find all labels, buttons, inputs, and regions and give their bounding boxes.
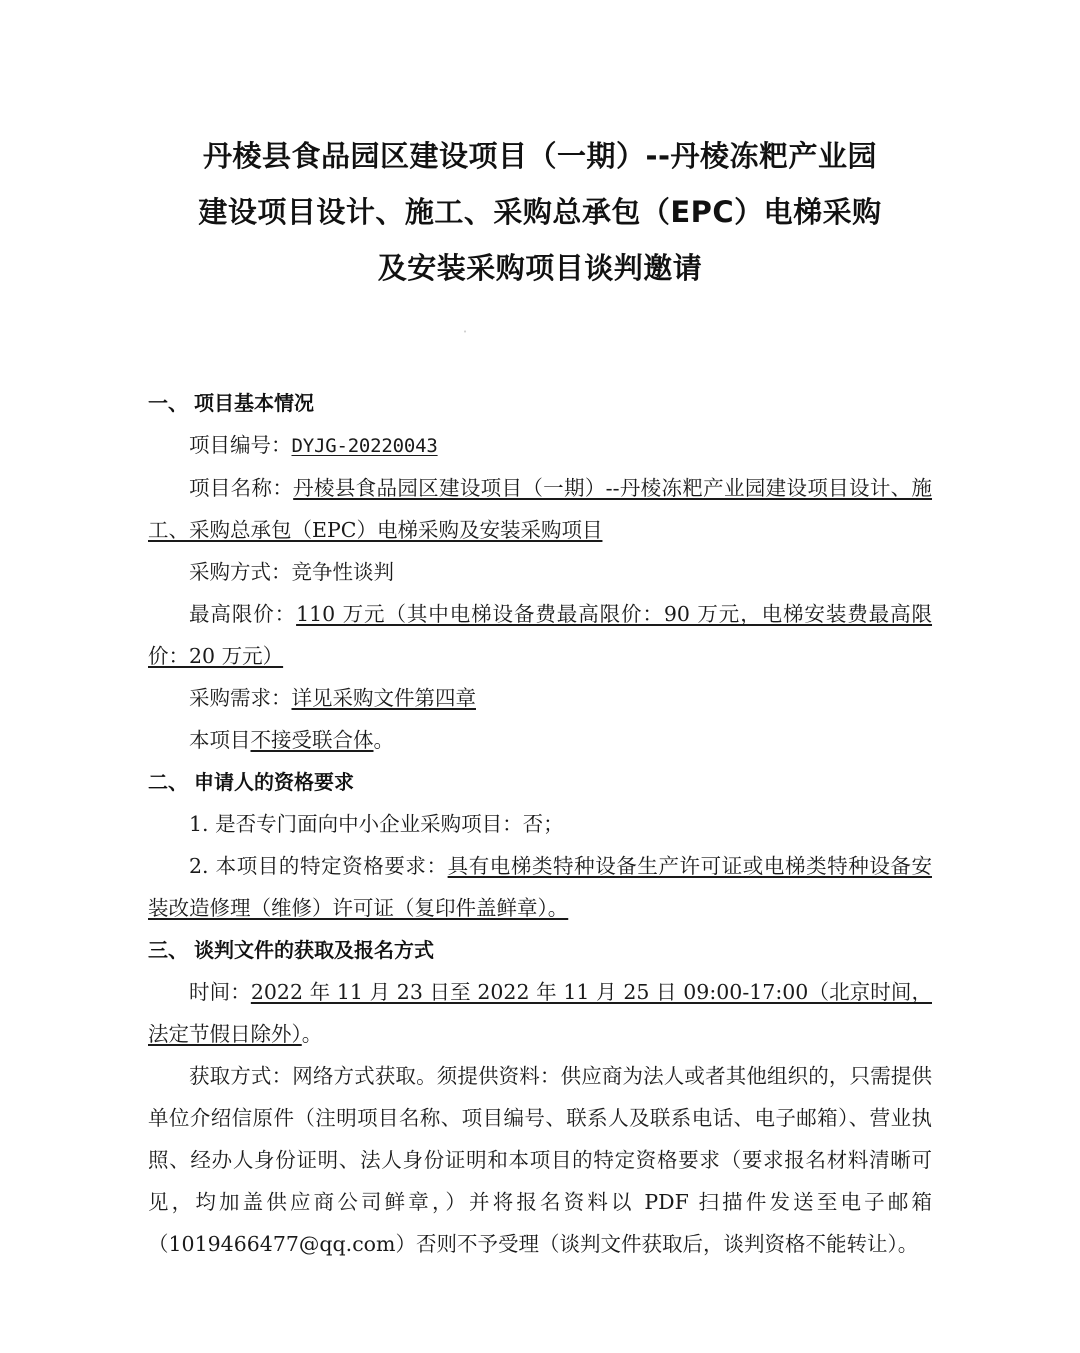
suffix-consortium: 。 <box>373 728 394 752</box>
decoration-mark: · <box>462 322 468 341</box>
title-spacer <box>148 296 932 382</box>
label-requirements: 采购需求： <box>189 686 292 710</box>
section-2-title: 申请人的资格要求 <box>194 770 354 794</box>
label-procurement-method: 采购方式： <box>189 560 292 584</box>
value-consortium: 不接受联合体 <box>250 728 374 752</box>
title-line-2: 建设项目设计、施工、采购总承包（EPC）电梯采购 <box>198 195 882 229</box>
title-line-1: 丹棱县食品园区建设项目（一期）--丹棱冻粑产业园 <box>202 139 878 173</box>
value-requirements: 详见采购文件第四章 <box>291 686 476 710</box>
section-2-number: 二、 <box>148 770 188 794</box>
label-project-name: 项目名称： <box>189 476 294 500</box>
qualification-item-2-value: 具有电梯类特种设备生产许可证或电梯类特种设备安装改造修理（维修）许可证（复印件盖鲜章）。 <box>148 854 932 920</box>
section-heading-3 <box>148 929 932 971</box>
value-project-name: 丹棱县食品园区建设项目（一期）--丹棱冻粑产业园建设项目设计、施工、采购总承包（EPC）电梯采购及安装采购项目 <box>148 476 933 542</box>
section-heading-2 <box>148 761 932 803</box>
field-procurement-method <box>148 551 932 593</box>
label-time: 时间： <box>189 980 251 1004</box>
title-line-3: 及安装采购项目谈判邀请 <box>377 251 703 285</box>
section-heading-1 <box>148 382 932 424</box>
qualification-item-2-label: 2. 本项目的特定资格要求： <box>189 854 448 878</box>
value-project-code: DYJG-20220043 <box>291 435 438 457</box>
field-project-name <box>148 467 932 551</box>
field-consortium <box>148 719 932 761</box>
qualification-item-1 <box>148 803 932 845</box>
qualification-item-2 <box>148 845 932 929</box>
field-time <box>148 971 932 1055</box>
value-time: 2022 年 11 月 23 日至 2022 年 11 月 25 日 09:00-17:00（北京时间，法定节假日除外） <box>148 980 932 1046</box>
page-title <box>148 128 932 296</box>
suffix-time: 。 <box>301 1022 323 1046</box>
field-requirements <box>148 677 932 719</box>
document-body <box>148 128 932 1265</box>
label-consortium: 本项目 <box>189 728 251 752</box>
qualification-item-1-text: 1. 是否专门面向中小企业采购项目：否； <box>189 812 564 836</box>
label-project-code: 项目编号： <box>189 433 292 457</box>
field-project-code <box>148 424 932 467</box>
section-3-number: 三、 <box>148 938 188 962</box>
value-procurement-method: 竞争性谈判 <box>291 560 394 584</box>
section-1-number: 一、 <box>148 391 188 415</box>
section-1-title: 项目基本情况 <box>194 391 314 415</box>
value-acquire-method: 获取方式：网络方式获取。须提供资料：供应商为法人或者其他组织的，只需提供单位介绍信原件（注明项目名称、项目编号、联系人及联系电话、电子邮箱）、营业执照、经办人身份证明、法人身份证明和本项目的特定资格要求（要求报名材料清晰可见，均加盖供应商公司鲜章，）并将报名资料以 PDF 扫描件发送至电子邮箱（1019466477@qq.com）否则不予受理（谈判文件获取后，谈判资格不能转让）。 <box>148 1064 932 1256</box>
label-max-price: 最高限价： <box>189 602 297 626</box>
field-max-price <box>148 593 932 677</box>
value-max-price: 110 万元（其中电梯设备费最高限价：90 万元，电梯安装费最高限价：20 万元） <box>148 602 933 668</box>
section-3-title: 谈判文件的获取及报名方式 <box>194 938 434 962</box>
field-acquire-method <box>148 1055 932 1265</box>
